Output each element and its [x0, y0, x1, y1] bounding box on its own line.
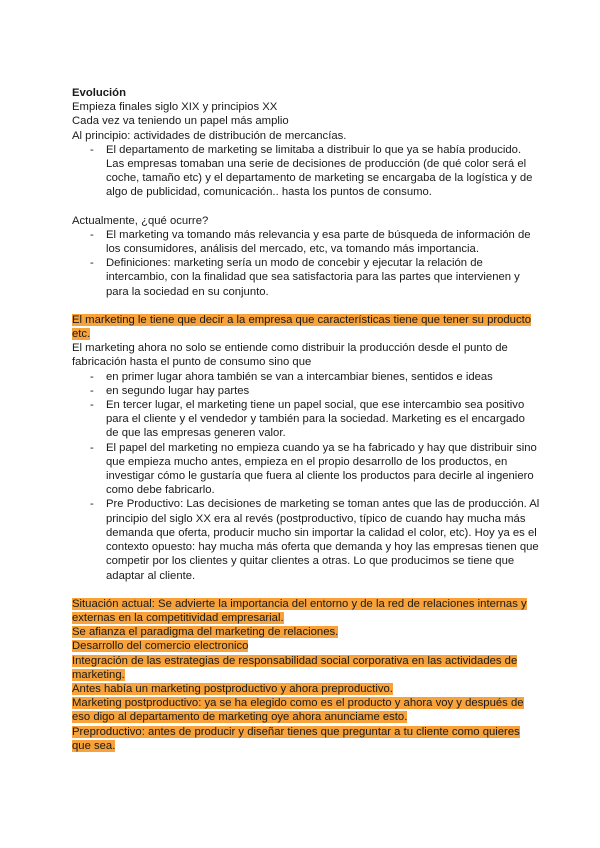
highlight-text: Marketing postproductivo: ya se ha elegido como es el producto y ahora voy y después de eso digo al departamento de marketing oye ahora anunciame esto. [72, 697, 524, 724]
intro-bullet-list [72, 143, 540, 200]
list-item: - en segundo lugar hay partes [106, 384, 540, 398]
actual-bullet-list [72, 228, 540, 299]
list-item: - Definiciones: marketing sería un modo de concebir y ejecutar la relación de intercambio, con la finalidad que sea satisfactoria para las partes que intervienen y para la sociedad en su conjunto. [106, 256, 540, 299]
highlighted-line [72, 725, 540, 753]
highlighted-paragraph [72, 313, 540, 341]
highlighted-line [72, 625, 540, 639]
spacer [72, 299, 540, 313]
list-item: - El departamento de marketing se limitaba a distribuir lo que ya se había producido. Las empresas tomaban una serie de decisiones de producción (de qué color será el coche, tamaño etc) y el departamento de marketing se encargaba de la logística y de algo de publicidad, comunicación.. hasta los puntos de consumo. [106, 143, 540, 200]
list-item: - en primer lugar ahora también se van a intercambiar bienes, sentidos e ideas [106, 370, 540, 384]
list-item: - El papel del marketing no empieza cuando ya se ha fabricado y hay que distribuir sino que empieza mucho antes, empieza en el propio desarrollo de los productos, en investigar cómo le gustaría que fuera al cliente los productos para decirle al ingeniero como debe fabricarlo. [106, 441, 540, 498]
highlighted-line [72, 682, 540, 696]
highlighted-line [72, 654, 540, 682]
actual-heading: Actualmente, ¿qué ocurre? [72, 214, 209, 227]
highlight-text: Desarrollo del comercio electronico [72, 640, 249, 653]
list-item: - El marketing va tomando más relevancia y esa parte de búsqueda de información de los consumidores, análisis del mercado, etc, va tomando más importancia. [106, 228, 540, 256]
highlighted-line [72, 597, 540, 625]
section-title: Evolución [72, 87, 126, 99]
highlighted-line [72, 639, 540, 653]
intro-line: Empieza finales siglo XIX y principios XX [72, 101, 278, 114]
highlight-text: Se afianza el paradigma del marketing de relaciones. [72, 626, 339, 639]
highlight-text: Integración de las estrategias de responsabilidad social corporativa en las actividades de marketing. [72, 654, 518, 681]
intro-line: Cada vez va teniendo un papel más amplio [72, 115, 289, 128]
spacer [72, 583, 540, 597]
distribution-paragraph: El marketing ahora no solo se entiende como distribuir la producción desde el punto de fabricación hasta el punto de consumo sino que [72, 342, 508, 369]
highlight-text: Preproductivo: antes de producir y diseñar tienes que preguntar a tu cliente como quieres que sea. [72, 725, 520, 752]
highlight-text: Situación actual: Se advierte la importancia del entorno y de la red de relaciones internas y externas en la competitividad empresarial. [72, 597, 527, 624]
highlight-text: El marketing le tiene que decir a la empresa que características tiene que tener su producto etc. [72, 313, 532, 341]
highlight-text: Antes había un marketing postproductivo y ahora preproductivo. [72, 682, 393, 695]
distribution-bullet-list [72, 370, 540, 583]
list-item: - En tercer lugar, el marketing tiene un papel social, que ese intercambio sea positivo para el cliente y el vendedor y también para la sociedad. Marketing es el encargado de que las empresas generen valor. [106, 398, 540, 441]
highlighted-line [72, 696, 540, 724]
spacer [72, 200, 540, 214]
intro-line: Al principio: actividades de distribución de mercancías. [72, 129, 347, 142]
list-item: - Pre Productivo: Las decisiones de marketing se toman antes que las de producción. Al principio del siglo XX era al revés (postproductivo, típico de cuando hay mucha más demanda que oferta, producir mucho sin importar la calidad el color, etc). Hoy ya es el contexto opuesto: hay mucha más oferta que demanda y hoy las empresas tienen que competir por los clientes y quitar clientes a otras. Lo que producimos se tiene que adaptar al cliente. [106, 497, 540, 582]
